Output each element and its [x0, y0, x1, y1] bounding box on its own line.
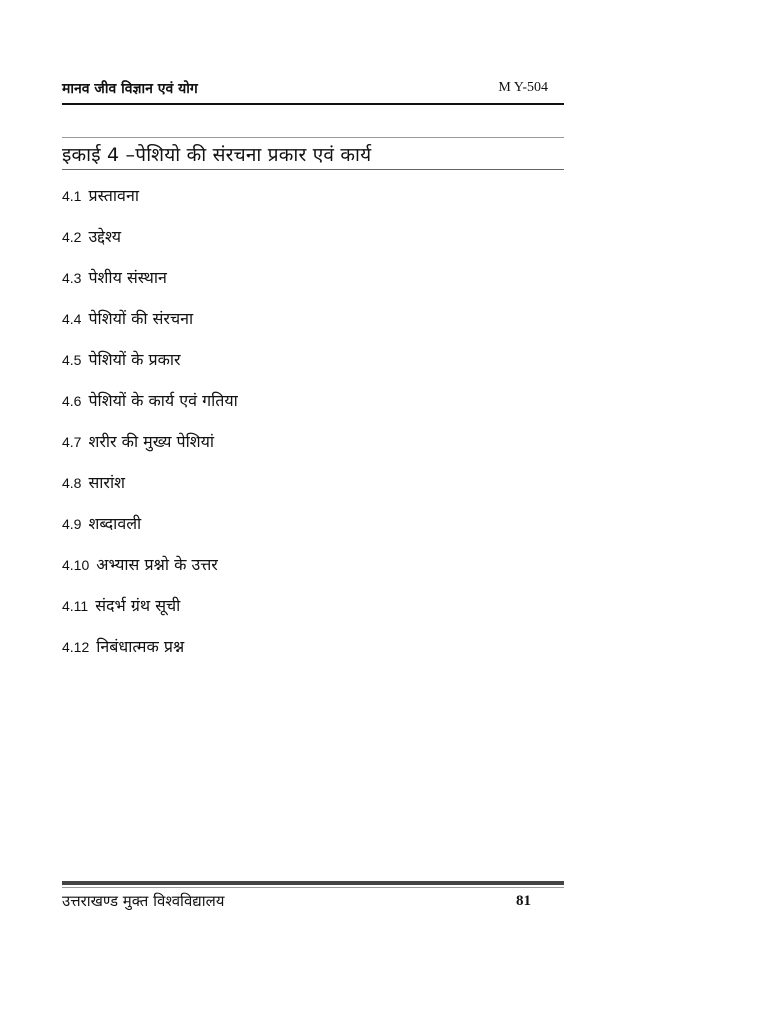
toc-item-label: संदर्भ ग्रंथ सूची	[95, 596, 181, 615]
toc-item-label: पेशियों के प्रकार	[88, 350, 181, 369]
toc-item-number: 4.6	[62, 393, 82, 409]
toc-item	[62, 307, 238, 348]
toc-item	[62, 266, 238, 307]
toc-item	[62, 553, 238, 594]
toc-item	[62, 512, 238, 553]
page-number: 81	[516, 893, 531, 909]
toc-item-label: सारांश	[88, 473, 125, 492]
table-of-contents	[62, 184, 238, 676]
toc-item-label: अभ्यास प्रश्नो के उत्तर	[96, 555, 218, 574]
toc-item-number: 4.10	[62, 557, 90, 573]
toc-item	[62, 430, 238, 471]
footer-divider-thin	[62, 887, 564, 888]
toc-item-number: 4.11	[62, 598, 89, 614]
book-title: मानव जीव विज्ञान एवं योग	[62, 81, 198, 97]
toc-item-number: 4.12	[62, 639, 90, 655]
course-code: M Y-504	[498, 80, 548, 95]
toc-item-number: 4.1	[62, 188, 82, 204]
toc-item	[62, 225, 238, 266]
toc-item-number: 4.7	[62, 434, 82, 450]
toc-item-number: 4.9	[62, 516, 82, 532]
toc-item-number: 4.5	[62, 352, 82, 368]
toc-item	[62, 348, 238, 389]
toc-item-label: पेशियों के कार्य एवं गतिया	[88, 391, 238, 410]
toc-item-number: 4.8	[62, 475, 82, 491]
toc-item-label: पेशियों की संरचना	[88, 309, 194, 328]
toc-item-label: निबंधात्मक प्रश्न	[96, 637, 185, 656]
toc-item	[62, 471, 238, 512]
running-header	[62, 76, 562, 102]
toc-item	[62, 184, 238, 225]
footer-divider-thick	[62, 881, 564, 885]
toc-item-number: 4.3	[62, 270, 82, 286]
title-divider-top	[62, 137, 564, 138]
toc-item	[62, 389, 238, 430]
toc-item-label: प्रस्तावना	[88, 186, 139, 205]
toc-item-number: 4.4	[62, 311, 82, 327]
unit-title: इकाई 4 –पेशियो की संरचना प्रकार एवं कार्य	[62, 144, 372, 166]
toc-item-label: पेशीय संस्थान	[88, 268, 167, 287]
header-divider	[62, 103, 564, 105]
toc-item-number: 4.2	[62, 229, 82, 245]
title-divider-bottom	[62, 169, 564, 170]
toc-item	[62, 594, 238, 635]
toc-item-label: शरीर की मुख्य पेशियां	[88, 432, 215, 451]
toc-item	[62, 635, 238, 676]
toc-item-label: उद्देश्य	[88, 227, 122, 246]
university-name: उत्तराखण्ड मुक्त विश्वविद्यालय	[62, 892, 225, 910]
toc-item-label: शब्दावली	[88, 514, 142, 533]
